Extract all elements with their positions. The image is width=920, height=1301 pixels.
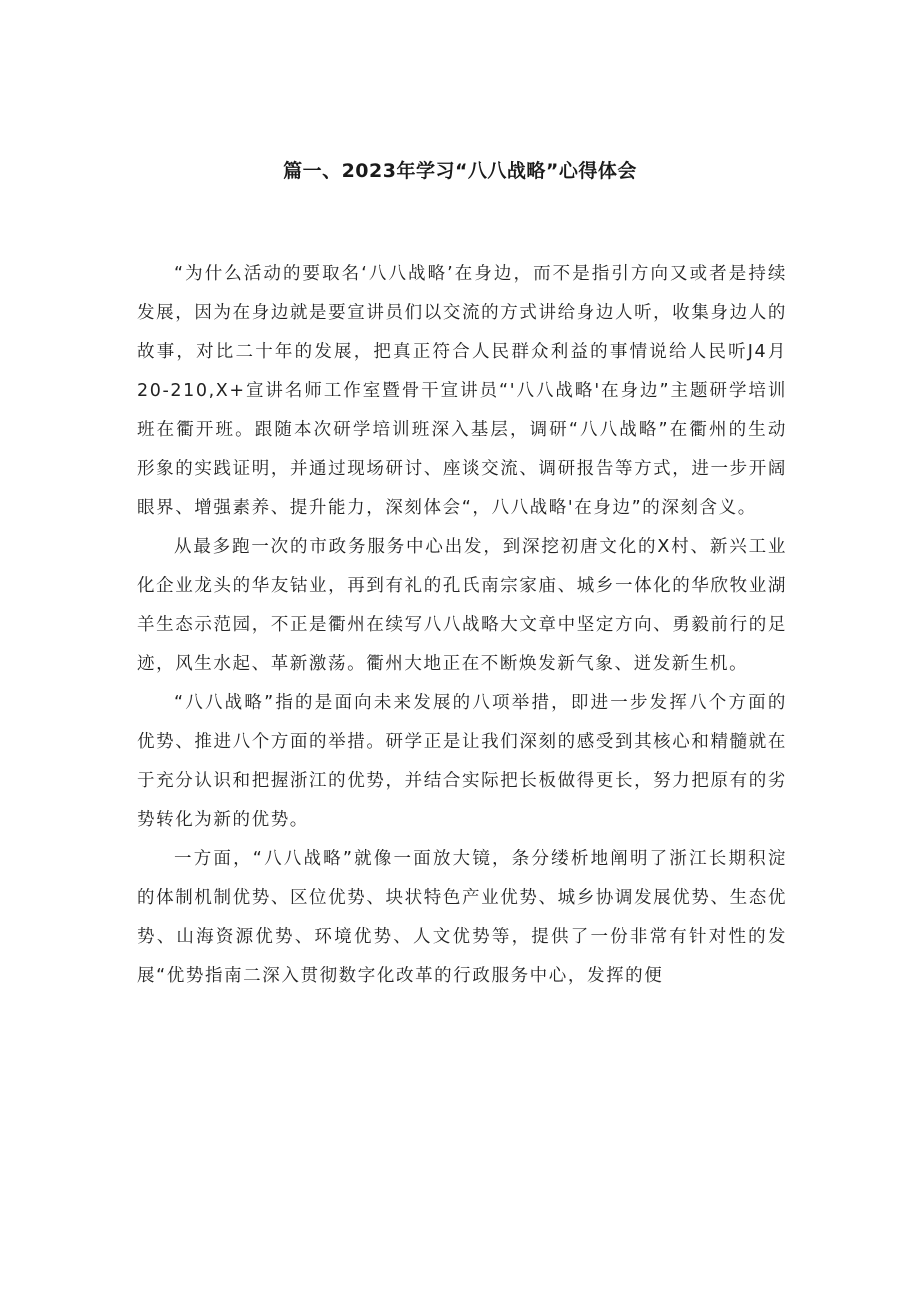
paragraph-4: 一方面，“八八战略”就像一面放大镜，条分缕析地阐明了浙江长期积淀的体制机制优势、区位优势、块状特色产业优势、城乡协调发展优势、生态优势、山海资源优势、环境优势、人文优势等，提供了一份非常有针对性的发展“优势指南二深入贯彻数字化改革的行政服务中心，发挥的便: [137, 849, 787, 986]
paragraph-1: “为什么活动的要取名‘八八战略’在身边，而不是指引方向又或者是持续发展，因为在身边就是要宣讲员们以交流的方式讲给身边人听，收集身边人的故事，对比二十年的发展，把真正符合人民群众利益的事情说给人民听J4月20-210,X+宣讲名师工作室暨骨干宣讲员“'八八战略'在身边”主题研学培训班在衢开班。跟随本次研学培训班深入基层，调研“八八战略”在衢州的生动形象的实践证明，并通过现场研讨、座谈交流、调研报告等方式，进一步开阔眼界、增强素养、提升能力，深刻体会“，八八战略'在身边”的深刻含义。: [137, 264, 787, 518]
paragraph-2: 从最多跑一次的市政务服务中心出发，到深挖初唐文化的X村、新兴工业化企业龙头的华友钴业，再到有礼的孔氏南宗家庙、城乡一体化的华欣牧业湖羊生态示范园，不正是衢州在续写八八战略大文章中坚定方向、勇毅前行的足迹，风生水起、革新激荡。衢州大地正在不断焕发新气象、迸发新生机。: [137, 537, 787, 674]
paragraph-3: “八八战略”指的是面向未来发展的八项举措，即进一步发挥八个方面的优势、推进八个方面的举措。研学正是让我们深刻的感受到其核心和精髓就在于充分认识和把握浙江的优势，并结合实际把长板做得更长，努力把原有的劣势转化为新的优势。: [137, 693, 787, 830]
document-title: 篇一、2023年学习“八八战略”心得体会: [283, 160, 637, 182]
document-body: [137, 255, 787, 996]
